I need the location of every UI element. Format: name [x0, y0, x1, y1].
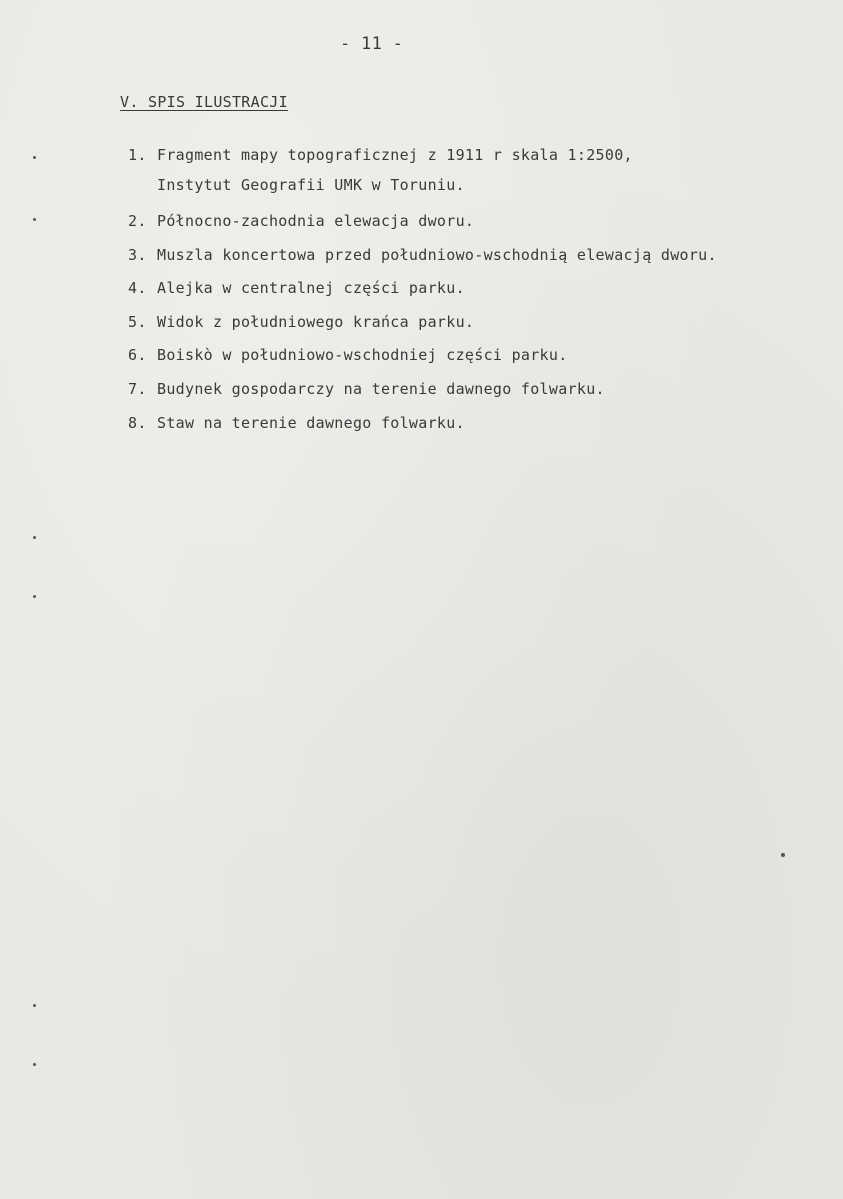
list-item-number: 3. [128, 245, 147, 264]
list-item-number: 5. [128, 312, 147, 331]
list-item-number: 1. [128, 146, 147, 164]
list-item-number: 4. [128, 279, 147, 298]
margin-mark [33, 536, 36, 539]
list-item-number: 6. [128, 346, 147, 365]
list-item-number: 7. [128, 379, 147, 398]
list-item-continuation: Instytut Geografii UMK w Toruniu. [157, 176, 465, 194]
list-item-text: Boiskò w południowo-wschodniej części parku. [157, 346, 568, 365]
section-title-text: SPIS ILUSTRACJI [148, 93, 288, 111]
list-item-text: Północno-zachodnia elewacja dworu. [157, 212, 475, 230]
section-title-prefix: V. [120, 93, 148, 111]
paper-speck [781, 853, 785, 857]
list-item-text: Fragment mapy topograficznej z 1911 r skala 1:2500, [157, 146, 633, 164]
margin-mark [33, 156, 36, 159]
list-item-text: Muszla koncertowa przed południowo-wschodnią elewacją dworu. [157, 245, 717, 264]
margin-mark [33, 218, 36, 221]
list-item-number: 2. [128, 212, 147, 230]
list-item-text: Alejka w centralnej części parku. [157, 279, 465, 298]
margin-mark [33, 1004, 36, 1007]
list-item-text: Staw na terenie dawnego folwarku. [157, 413, 465, 432]
list-item-text: Budynek gospodarczy na terenie dawnego folwarku. [157, 379, 605, 398]
section-title [120, 93, 288, 111]
margin-mark [33, 595, 36, 598]
margin-mark [33, 1063, 36, 1066]
list-item-number: 8. [128, 413, 147, 432]
list-item-text: Widok z południowego krańca parku. [157, 312, 475, 331]
page-number: - 11 - [340, 34, 404, 54]
